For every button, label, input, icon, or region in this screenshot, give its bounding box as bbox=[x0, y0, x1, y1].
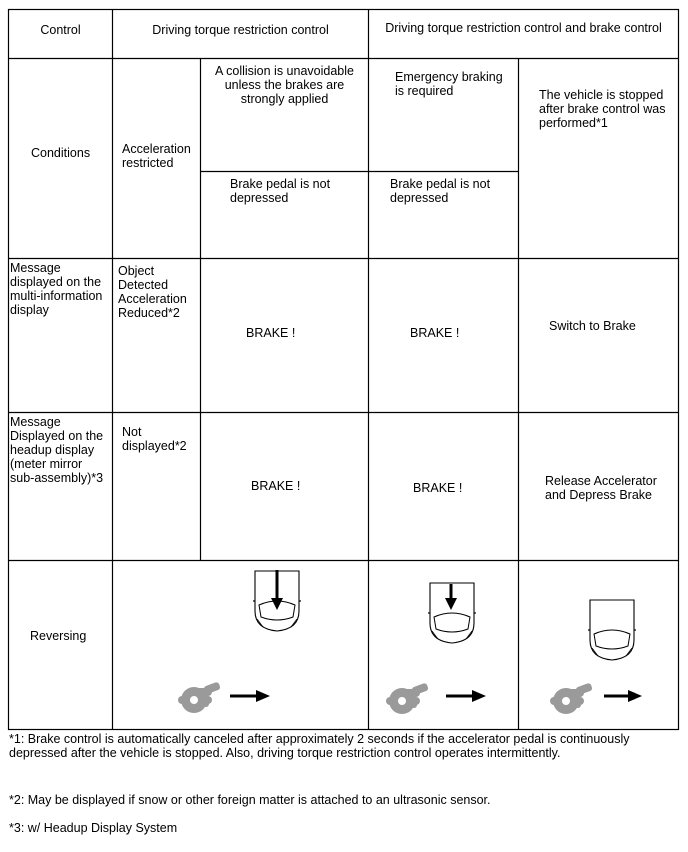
condition-acceleration: Acceleration restricted bbox=[122, 142, 191, 170]
driver-pedal-icon bbox=[550, 683, 593, 714]
footnote-3: *3: w/ Headup Display System bbox=[9, 821, 178, 835]
condition-collision: A collision is unavoidable unless the brakes are strongly applied bbox=[215, 64, 354, 106]
condition-emergency: Emergency braking is required bbox=[395, 70, 503, 98]
condition-brake-not-depressed-1: Brake pedal is not depressed bbox=[230, 177, 331, 205]
hud-col4: Release Accelerator and Depress Brake bbox=[545, 474, 657, 502]
reversing-illustrations bbox=[0, 560, 688, 730]
row-label-hud: Message Displayed on the headup display (meter mirror sub-assembly)*3 bbox=[10, 415, 104, 485]
driver-pedal-icon bbox=[386, 683, 429, 714]
mid-col1: Object Detected Acceleration Reduced*2 bbox=[118, 264, 187, 320]
footnote-2: *2: May be displayed if snow or other foreign matter is attached to an ultrasonic sensor. bbox=[9, 793, 491, 807]
header-dtrc: Driving torque restriction control bbox=[152, 23, 329, 37]
mid-col4: Switch to Brake bbox=[549, 319, 636, 333]
right-arrow-icon bbox=[230, 690, 270, 702]
header-control: Control bbox=[40, 23, 81, 37]
condition-brake-not-depressed-2: Brake pedal is not depressed bbox=[390, 177, 491, 205]
mid-col2: BRAKE ! bbox=[246, 326, 296, 340]
header-dtrc-brake: Driving torque restriction control and brake control bbox=[385, 21, 662, 35]
driver-pedal-icon bbox=[178, 682, 221, 713]
row-label-mid: Message displayed on the multi-information display bbox=[10, 261, 103, 317]
row-label-reversing: Reversing bbox=[30, 629, 87, 643]
row-label-conditions: Conditions bbox=[31, 146, 91, 160]
condition-stopped: The vehicle is stopped after brake control was performed*1 bbox=[539, 88, 666, 130]
hud-col3: BRAKE ! bbox=[413, 481, 463, 495]
right-arrow-icon bbox=[604, 690, 642, 702]
hud-col1: Not displayed*2 bbox=[122, 425, 187, 453]
mid-col3: BRAKE ! bbox=[410, 326, 460, 340]
car-front-icon bbox=[588, 600, 636, 660]
hud-col2: BRAKE ! bbox=[251, 479, 301, 493]
footnote-1: *1: Brake control is automatically canceled after approximately 2 seconds if the accelerator pedal is continuously depressed after the vehicle is stopped. Also, driving torque restriction control operates intermittently. bbox=[9, 732, 630, 760]
right-arrow-icon bbox=[446, 690, 486, 702]
